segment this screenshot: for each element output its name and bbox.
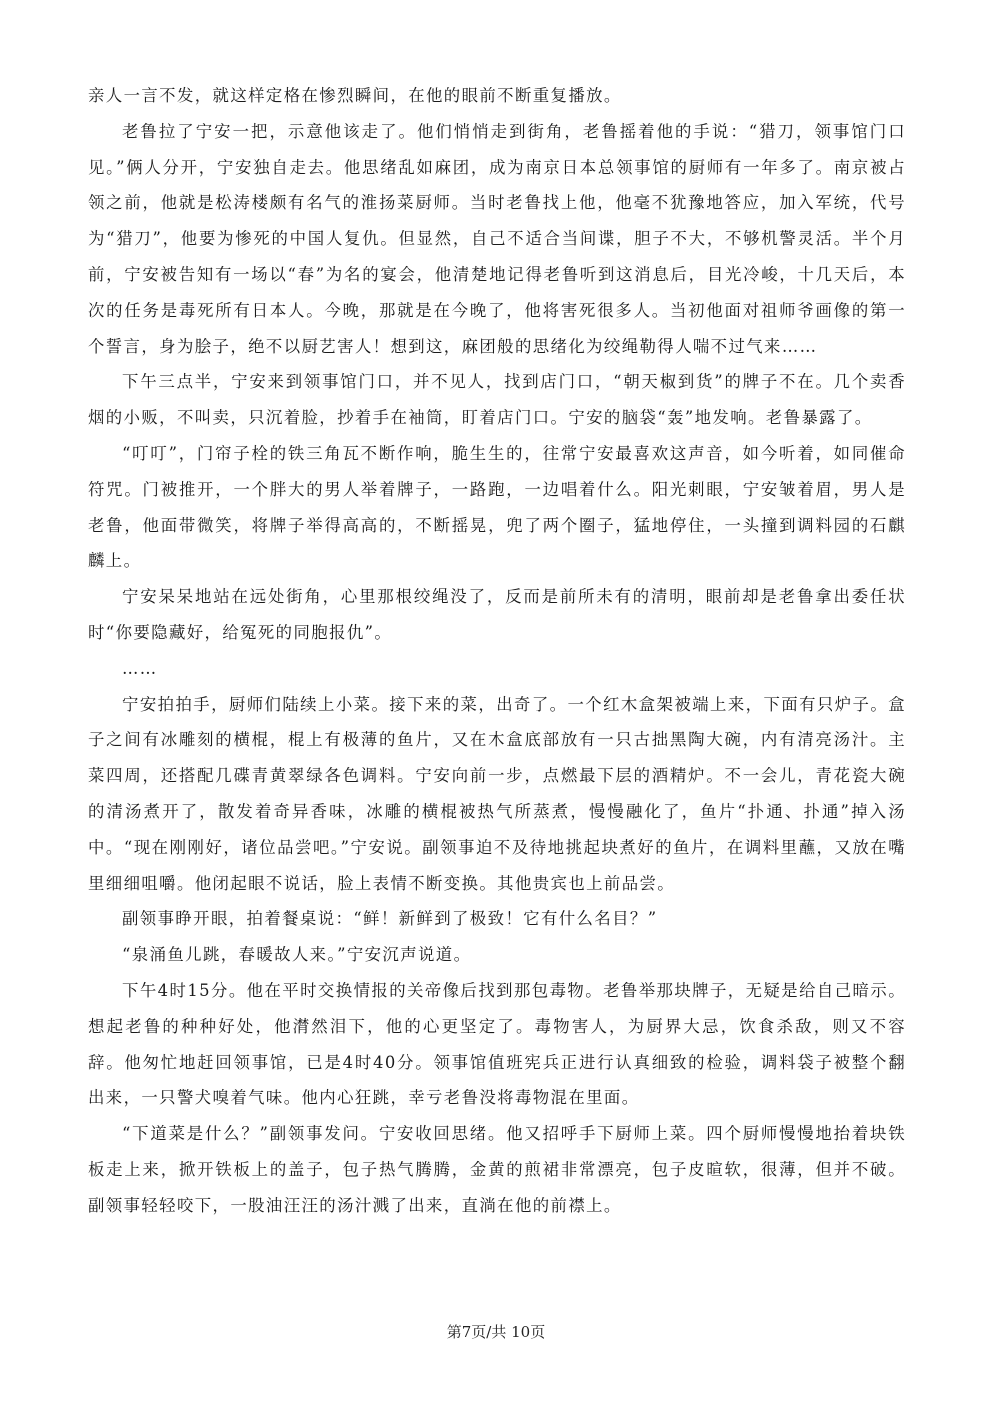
ellipsis-separator: ……	[122, 658, 158, 678]
paragraph: 副领事睁开眼，拍着餐桌说：“鲜！新鲜到了极致！它有什么名目？”	[122, 909, 658, 929]
paragraph: “叮叮”，门帘子栓的铁三角瓦不断作响，脆生生的，往常宁安最喜欢这声音，如今听着，如同催命符咒。门被推开，一个胖大的男人举着牌子，一路跑，一边唱着什么。阳光刺眼，宁安皱着眉，男人是老鲁，他面带微笑，将牌子举得高高的，不断摇晃，兜了两个圈子，猛地停住，一头撞到调料园的石麒麟上。	[88, 443, 906, 571]
paragraph: “下道菜是什么？”副领事发问。宁安收回思绪。他又招呼手下厨师上菜。四个厨师慢慢地抬着块铁板走上来，掀开铁板上的盖子，包子热气腾腾，金黄的煎裙非常漂亮，包子皮暄软，很薄，但并不破。副领事轻轻咬下，一股油汪汪的汤汁溅了出来，直淌在他的前襟上。	[88, 1124, 906, 1215]
paragraph: 下午三点半，宁安来到领事馆门口，并不见人，找到店门口，“朝天椒到货”的牌子不在。几个卖香烟的小贩，不叫卖，只沉着脸，抄着手在袖筒，盯着店门口。宁安的脑袋“轰”地发响。老鲁暴露了。	[88, 372, 906, 428]
paragraph: “泉涌鱼儿跳，春暖故人来。”宁安沉声说道。	[122, 945, 472, 965]
paragraph: 下午4时15分。他在平时交换情报的关帝像后找到那包毒物。老鲁举那块牌子，无疑是给自己暗示。想起老鲁的种种好处，他潸然泪下，他的心更坚定了。毒物害人，为厨界大忌，饮食杀敌，则又不容辞。他匆忙地赶回领事馆，已是4时40分。领事馆值班宪兵正进行认真细致的检验，调料袋子被整个翻出来，一只警犬嗅着气味。他内心狂跳，幸亏老鲁没将毒物混在里面。	[88, 980, 906, 1108]
paragraph: 亲人一言不发，就这样定格在惨烈瞬间，在他的眼前不断重复播放。	[88, 86, 622, 105]
page-number-footer: 第7页/共 10页	[446, 1323, 546, 1341]
paragraph: 宁安呆呆地站在远处街角，心里那根绞绳没了，反而是前所未有的清明，眼前却是老鲁拿出委任状时“你要隐藏好，给冤死的同胞报仇”。	[88, 587, 906, 642]
document-body	[88, 78, 906, 1224]
paragraph: 宁安拍拍手，厨师们陆续上小菜。接下来的菜，出奇了。一个红木盒架被端上来，下面有只炉子。盒子之间有冰雕刻的横棍，棍上有极薄的鱼片，又在木盒底部放有一只古拙黑陶大碗，内有清亮汤汁。主菜四周，还搭配几碟青黄翠绿各色调料。宁安向前一步，点燃最下层的酒精炉。不一会儿，青花瓷大碗的清汤煮开了，散发着奇异香味，冰雕的横棍被热气所蒸煮，慢慢融化了，鱼片“扑通、扑通”掉入汤中。“现在刚刚好，诸位品尝吧。”宁安说。副领事迫不及待地挑起块煮好的鱼片，在调料里蘸，又放在嘴里细细咀嚼。他闭起眼不说话，脸上表情不断变换。其他贵宾也上前品尝。	[88, 694, 906, 893]
paragraph: 老鲁拉了宁安一把，示意他该走了。他们悄悄走到街角，老鲁摇着他的手说：“猎刀，领事馆门口见。”俩人分开，宁安独自走去。他思绪乱如麻团，成为南京日本总领事馆的厨师有一年多了。南京被占领之前，他就是松涛楼颇有名气的淮扬菜厨师。当时老鲁找上他，他毫不犹豫地答应，加入军统，代号为“猎刀”，他要为惨死的中国人复仇。但显然，自己不适合当间谍，胆子不大，不够机警灵活。半个月前，宁安被告知有一场以“春”为名的宴会，他清楚地记得老鲁听到这消息后，目光冷峻，十几天后，本次的任务是毒死所有日本人。今晚，那就是在今晚了，他将害死很多人。当初他面对祖师爷画像的第一个誓言，身为脍子，绝不以厨艺害人！想到这，麻团般的思绪化为绞绳勒得人喘不过气来……	[88, 121, 906, 356]
